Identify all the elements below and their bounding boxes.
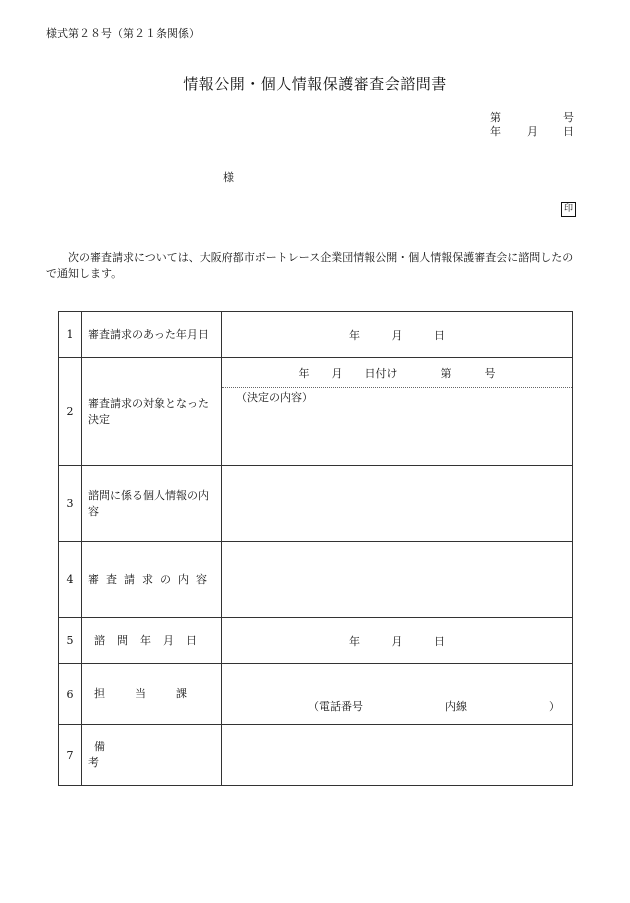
row-label: 審査請求のあった年月日 xyxy=(82,312,222,358)
row-number: 4 xyxy=(59,542,82,618)
date-suffix-label: 日付け xyxy=(364,366,398,380)
row-label: 諮問年月日 xyxy=(82,618,222,664)
form-number: 様式第２８号（第２１条関係） xyxy=(46,27,200,40)
date-day-label: 日 xyxy=(434,634,445,648)
table-row xyxy=(59,466,573,542)
date-month-label: 月 xyxy=(391,634,403,648)
number-prefix-label: 第 xyxy=(440,366,452,380)
date-month-label: 月 xyxy=(391,328,403,342)
table-row xyxy=(59,664,573,725)
intro-paragraph: 次の審査請求については、大阪府都市ボートレース企業団情報公開・個人情報保護審査会に諮問したので通知します。 xyxy=(46,251,574,280)
phone-number-label: （電話番号 xyxy=(308,700,363,713)
phone-line xyxy=(222,698,572,714)
date-month-label: 月 xyxy=(527,125,538,138)
inquiry-table xyxy=(58,311,573,786)
row-label: 備考 xyxy=(82,725,222,786)
row-number: 3 xyxy=(59,466,82,542)
date-day-label: 日 xyxy=(563,125,574,138)
table-row xyxy=(59,542,573,618)
remarks-field[interactable] xyxy=(222,725,573,786)
row-label: 担当課 xyxy=(82,664,222,725)
personal-info-field[interactable] xyxy=(222,466,573,542)
row-number: 5 xyxy=(59,618,82,664)
request-date-field[interactable] xyxy=(222,312,573,358)
date-year-label: 年 xyxy=(349,634,360,648)
table-row xyxy=(59,725,573,786)
decision-date-number xyxy=(222,358,572,388)
row-label: 審査請求の対象となった決定 xyxy=(82,358,222,466)
request-content-field[interactable] xyxy=(222,542,573,618)
seal-mark: 印 xyxy=(561,202,576,217)
table-row xyxy=(59,358,573,466)
phone-close-paren: ） xyxy=(549,700,560,713)
document-title: 情報公開・個人情報保護審査会諮問書 xyxy=(183,75,447,93)
row-number: 2 xyxy=(59,358,82,466)
extension-label: 内線 xyxy=(445,700,467,713)
row-label: 諮問に係る個人情報の内容 xyxy=(82,466,222,542)
row-number: 6 xyxy=(59,664,82,725)
number-suffix-label: 号 xyxy=(484,366,496,380)
addressee-honorific: 様 xyxy=(223,171,234,184)
row-label: 審査請求の内容 xyxy=(82,542,222,618)
inquiry-date-field[interactable] xyxy=(222,618,573,664)
date-month-label: 月 xyxy=(331,366,343,380)
date-year-label: 年 xyxy=(298,366,310,380)
table-row xyxy=(59,312,573,358)
department-field[interactable] xyxy=(222,664,573,725)
decision-field[interactable] xyxy=(222,358,573,466)
ref-number-prefix: 第 xyxy=(490,111,501,124)
table-row xyxy=(59,618,573,664)
row-number: 1 xyxy=(59,312,82,358)
ref-number-suffix: 号 xyxy=(563,111,574,124)
row-number: 7 xyxy=(59,725,82,786)
date-year-label: 年 xyxy=(490,125,501,138)
date-day-label: 日 xyxy=(434,328,445,342)
date-year-label: 年 xyxy=(349,328,360,342)
decision-content-label: （決定の内容） xyxy=(236,391,313,404)
